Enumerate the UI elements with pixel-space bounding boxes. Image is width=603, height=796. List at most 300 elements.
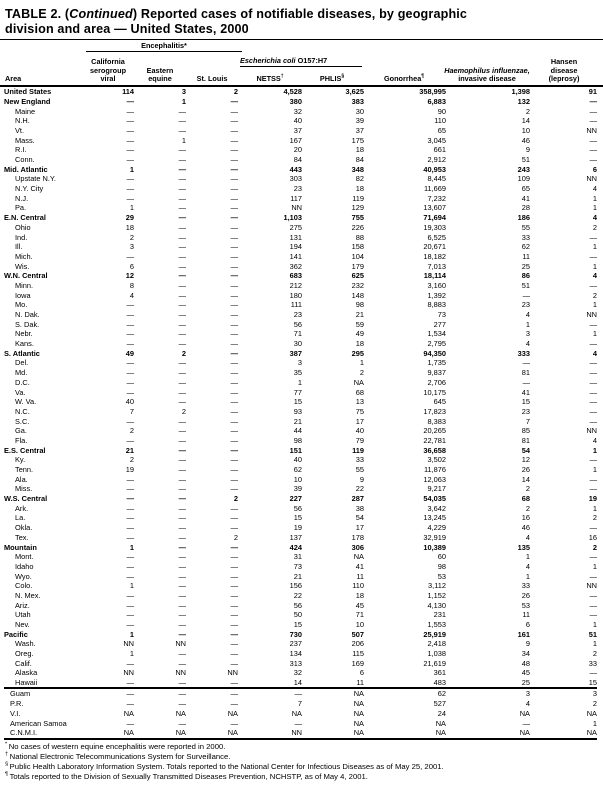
value-cell: — <box>589 116 597 126</box>
value-cell: — <box>522 358 530 368</box>
col-header-st-louis: St. Louis <box>196 73 228 83</box>
area-cell: Ark. <box>15 503 29 513</box>
area-cell: Okla. <box>15 523 33 533</box>
value-cell: — <box>126 718 134 728</box>
value-cell: 6 <box>359 668 364 678</box>
value-cell: 156 <box>289 581 302 591</box>
value-cell: 141 <box>289 251 302 261</box>
table-row <box>4 581 597 591</box>
value-cell: 227 <box>289 494 302 504</box>
value-cell: — <box>230 319 238 329</box>
value-cell: 17 <box>355 416 364 426</box>
value-cell: — <box>126 523 134 533</box>
value-cell: — <box>230 193 238 203</box>
value-cell: — <box>230 699 238 709</box>
value-cell: NA <box>353 708 364 718</box>
value-cell: — <box>230 503 238 513</box>
value-cell: — <box>230 174 238 184</box>
value-cell: — <box>126 484 134 494</box>
value-cell: — <box>126 300 134 310</box>
value-cell: 10,389 <box>423 542 446 552</box>
value-cell: 20 <box>293 145 302 155</box>
table-row <box>4 620 597 630</box>
value-cell: 443 <box>289 164 302 174</box>
area-cell: Mo. <box>15 300 28 310</box>
value-cell: — <box>126 571 134 581</box>
value-cell: — <box>589 377 597 387</box>
table-row <box>4 668 597 678</box>
value-cell: — <box>126 474 134 484</box>
value-cell: — <box>230 213 238 223</box>
value-cell: — <box>126 435 134 445</box>
table-row <box>4 174 597 184</box>
table-row <box>4 688 597 699</box>
value-cell: 287 <box>351 494 364 504</box>
value-cell: — <box>589 610 597 620</box>
value-cell: — <box>230 242 238 252</box>
value-cell: 49 <box>355 329 364 339</box>
value-cell: — <box>230 465 238 474</box>
value-cell: — <box>126 193 134 203</box>
value-cell: 39 <box>355 116 364 126</box>
value-cell: 111 <box>290 300 302 310</box>
value-cell: — <box>589 455 597 465</box>
area-cell: W.S. Central <box>4 494 48 504</box>
table-row <box>4 145 597 155</box>
value-cell: 1,553 <box>427 620 446 629</box>
value-cell: 10 <box>293 474 302 484</box>
value-cell: — <box>126 561 134 571</box>
value-cell: 2 <box>181 348 186 358</box>
table-row <box>4 699 597 709</box>
value-cell: 9,217 <box>427 484 446 494</box>
area-cell: V.I. <box>10 708 21 718</box>
value-cell: — <box>230 416 238 426</box>
value-cell: 2 <box>129 426 134 436</box>
table-row <box>4 465 597 475</box>
table-row <box>4 242 597 252</box>
table-row <box>4 87 597 97</box>
value-cell: 12 <box>521 455 530 465</box>
value-cell: 21 <box>355 310 364 319</box>
value-cell: 3,112 <box>428 581 446 591</box>
value-cell: 54,035 <box>423 494 446 504</box>
value-cell: — <box>126 503 134 513</box>
value-cell: 33 <box>355 455 364 465</box>
value-cell: 51 <box>521 155 530 164</box>
value-cell: 15 <box>588 677 597 687</box>
value-cell: — <box>178 339 186 349</box>
value-cell: 21 <box>293 571 302 581</box>
value-cell: 755 <box>351 213 364 223</box>
area-cell: N. Dak. <box>15 310 40 319</box>
value-cell: 194 <box>289 242 302 252</box>
table-row <box>4 135 597 145</box>
value-cell: 3 <box>446 688 530 699</box>
value-cell: 1,038 <box>427 649 446 659</box>
value-cell: 1 <box>592 242 597 252</box>
value-cell: 81 <box>521 368 530 378</box>
value-cell: NA <box>291 708 302 718</box>
col-group-encephalitis: Encephalitis* <box>86 42 242 52</box>
value-cell: 38 <box>355 503 364 513</box>
value-cell: — <box>178 465 186 474</box>
value-cell: 1 <box>359 358 364 368</box>
value-cell: 82 <box>355 174 364 184</box>
value-cell: — <box>589 387 597 397</box>
value-cell: — <box>178 658 186 668</box>
table-row <box>4 126 597 136</box>
table-row <box>4 504 597 514</box>
value-cell: 55 <box>355 465 364 474</box>
value-cell: 129 <box>351 203 364 213</box>
value-cell: — <box>238 688 302 699</box>
value-cell: 730 <box>289 629 302 639</box>
value-cell: — <box>589 339 597 349</box>
value-cell: 77 <box>293 387 302 397</box>
value-cell: 68 <box>521 494 530 504</box>
value-cell: — <box>178 387 186 397</box>
value-cell: 7 <box>297 699 302 709</box>
col-header-haemophilus: Haemophilus influenzae, invasive disease <box>444 65 530 83</box>
value-cell: — <box>230 106 238 116</box>
value-cell: — <box>178 590 186 600</box>
area-cell: Wis. <box>15 261 30 271</box>
value-cell: 75 <box>355 406 364 416</box>
value-cell: — <box>126 590 134 600</box>
table-row <box>4 213 597 223</box>
area-cell: Tenn. <box>15 465 34 474</box>
value-cell: 119 <box>352 445 364 455</box>
value-cell: 2 <box>359 368 364 378</box>
value-cell: 7,013 <box>427 261 446 271</box>
value-cell: 98 <box>293 435 302 445</box>
value-cell: 2,912 <box>427 155 446 164</box>
value-cell: 15 <box>293 513 302 523</box>
value-cell: — <box>230 590 238 600</box>
value-cell: — <box>134 688 186 699</box>
value-cell: — <box>126 329 134 339</box>
value-cell: NA <box>435 718 446 728</box>
table-row <box>4 630 597 640</box>
value-cell: — <box>589 571 597 581</box>
value-cell: 131 <box>289 232 302 242</box>
value-cell: — <box>589 600 597 610</box>
table-row <box>4 261 597 271</box>
value-cell: — <box>230 300 238 310</box>
value-cell: 132 <box>517 96 530 106</box>
value-cell: NN <box>586 581 597 591</box>
value-cell: 71 <box>355 610 364 620</box>
area-cell: D.C. <box>15 377 30 387</box>
value-cell: 137 <box>289 532 302 542</box>
table-row <box>4 678 597 689</box>
area-cell: Hawaii <box>15 677 38 687</box>
value-cell: 186 <box>517 213 530 223</box>
value-cell: — <box>178 474 186 484</box>
value-cell: 2 <box>129 455 134 465</box>
value-cell: — <box>230 426 238 436</box>
value-cell: — <box>230 387 238 397</box>
value-cell: 3 <box>530 688 597 699</box>
value-cell: — <box>126 387 134 397</box>
value-cell: 1 <box>592 561 597 571</box>
value-cell: — <box>230 377 238 387</box>
area-cell: Ohio <box>15 222 31 232</box>
area-cell: Ala. <box>15 474 28 484</box>
value-cell: — <box>178 222 186 232</box>
value-cell: 1 <box>129 629 134 639</box>
value-cell: NN <box>586 174 597 184</box>
value-cell: 1 <box>525 571 530 581</box>
value-cell: 295 <box>351 348 364 358</box>
area-cell: Mont. <box>15 552 34 562</box>
value-cell: — <box>178 610 186 620</box>
value-cell: 8,445 <box>427 174 446 184</box>
area-cell: Md. <box>15 368 28 378</box>
value-cell: 35 <box>293 368 302 378</box>
area-cell: Oreg. <box>15 649 34 659</box>
area-cell: S. Dak. <box>15 319 40 329</box>
value-cell: 2,795 <box>427 339 446 349</box>
value-cell: 645 <box>433 397 446 407</box>
value-cell: — <box>230 290 238 300</box>
value-cell: — <box>126 174 134 184</box>
value-cell: 14 <box>521 116 530 126</box>
value-cell: 4 <box>592 348 597 358</box>
value-cell: — <box>178 581 186 591</box>
value-cell: 25 <box>521 677 530 687</box>
value-cell: — <box>230 718 238 728</box>
value-cell: — <box>230 474 238 484</box>
table-row <box>4 562 597 572</box>
value-cell: 2 <box>129 232 134 242</box>
value-cell: — <box>178 523 186 533</box>
value-cell: 1 <box>129 203 134 213</box>
value-cell: 1 <box>525 552 530 562</box>
value-cell: 180 <box>289 290 302 300</box>
value-cell: 362 <box>289 261 302 271</box>
value-cell: — <box>230 348 238 358</box>
value-cell: — <box>230 232 238 242</box>
value-cell: 11,876 <box>423 465 446 474</box>
table-row <box>4 445 597 455</box>
value-cell: 6 <box>592 164 597 174</box>
value-cell: 1 <box>592 300 597 310</box>
value-cell: 237 <box>289 639 302 649</box>
area-cell: United States <box>4 87 52 97</box>
value-cell: 60 <box>437 552 446 562</box>
area-cell: Va. <box>15 387 26 397</box>
value-cell: 4 <box>592 184 597 194</box>
value-cell: 1 <box>181 135 186 145</box>
value-cell: 2 <box>525 484 530 494</box>
title-line-1: TABLE 2. (Continued) Reported cases of notifiable diseases, by geographic <box>5 7 468 21</box>
value-cell: — <box>178 184 186 194</box>
value-cell: 18 <box>355 184 364 194</box>
value-cell: — <box>589 484 597 494</box>
value-cell: 94,350 <box>423 348 446 358</box>
table-row <box>4 349 597 359</box>
value-cell: — <box>126 135 134 145</box>
value-cell: NN <box>586 125 597 135</box>
area-cell: Mass. <box>15 135 35 145</box>
area-cell: La. <box>15 513 26 523</box>
value-cell: NA <box>175 708 186 718</box>
value-cell: 71,694 <box>423 213 446 223</box>
value-cell: 21 <box>125 445 134 455</box>
value-cell: — <box>589 358 597 368</box>
value-cell: — <box>522 718 530 728</box>
value-cell: 19 <box>588 494 597 504</box>
value-cell: — <box>178 368 186 378</box>
value-cell: 387 <box>289 348 302 358</box>
value-cell: — <box>178 358 186 368</box>
value-cell: — <box>230 339 238 349</box>
value-cell: 33 <box>521 232 530 242</box>
value-cell: 37 <box>355 125 364 135</box>
value-cell: 26 <box>521 465 530 474</box>
value-cell: — <box>178 718 186 728</box>
value-cell: — <box>589 368 597 378</box>
value-cell: 148 <box>351 290 364 300</box>
value-cell: — <box>589 319 597 329</box>
table-row <box>4 358 597 368</box>
area-cell: Mich. <box>15 251 33 261</box>
value-cell: 79 <box>355 435 364 445</box>
value-cell: — <box>126 96 134 106</box>
value-cell: — <box>230 358 238 368</box>
value-cell: 39 <box>293 484 302 494</box>
area-cell: Idaho <box>15 561 34 571</box>
value-cell: 6,525 <box>427 232 446 242</box>
value-cell: 1 <box>129 581 134 591</box>
value-cell: — <box>230 135 238 145</box>
value-cell: — <box>230 261 238 271</box>
value-cell: NA <box>123 708 134 718</box>
value-cell: — <box>589 590 597 600</box>
footnote: § Public Health Laboratory Information System. Totals reported to the National Center for Infectious Diseases as of May 25, 2001. <box>5 761 444 771</box>
value-cell: — <box>589 145 597 155</box>
value-cell: 2 <box>233 494 238 504</box>
value-cell: — <box>230 164 238 174</box>
value-cell: — <box>178 484 186 494</box>
value-cell: 303 <box>289 174 302 184</box>
value-cell: 59 <box>355 319 364 329</box>
footnote: * No cases of western equine encephalitis were reported in 2000. <box>5 740 226 751</box>
value-cell: — <box>589 668 597 678</box>
value-cell: 2 <box>181 406 186 416</box>
area-cell: Ga. <box>15 426 27 436</box>
value-cell: — <box>230 203 238 213</box>
area-cell: P.R. <box>10 699 24 709</box>
value-cell: — <box>126 377 134 387</box>
value-cell: — <box>230 445 238 455</box>
value-cell: 36,658 <box>423 445 446 455</box>
value-cell: 117 <box>290 193 302 203</box>
value-cell: 13,607 <box>423 203 446 213</box>
value-cell: — <box>178 155 186 164</box>
value-cell: 231 <box>433 610 446 620</box>
table-row <box>4 97 597 107</box>
value-cell: 361 <box>433 668 446 678</box>
table-row <box>4 194 597 204</box>
data-table <box>4 87 597 740</box>
value-cell: — <box>178 193 186 203</box>
table-row <box>4 475 597 485</box>
value-cell: 46 <box>521 523 530 533</box>
area-cell: Iowa <box>15 290 31 300</box>
value-cell: — <box>178 242 186 252</box>
value-cell: 21 <box>293 416 302 426</box>
value-cell: 20,671 <box>423 242 446 252</box>
table-row <box>4 368 597 378</box>
value-cell: 55 <box>521 222 530 232</box>
value-cell: 134 <box>289 649 302 659</box>
value-cell: — <box>178 571 186 581</box>
value-cell: 1 <box>297 377 302 387</box>
area-cell: Minn. <box>15 280 34 290</box>
value-cell: 2 <box>592 649 597 659</box>
value-cell: 277 <box>433 319 446 329</box>
value-cell: — <box>126 184 134 194</box>
value-cell: 6 <box>129 261 134 271</box>
value-cell: — <box>589 232 597 242</box>
table-row <box>4 407 597 417</box>
value-cell: — <box>126 494 134 504</box>
value-cell: — <box>589 106 597 116</box>
area-cell: N.C. <box>15 406 30 416</box>
table-row <box>4 436 597 446</box>
value-cell: — <box>230 581 238 591</box>
area-cell: Ind. <box>15 232 28 242</box>
value-cell: 40 <box>293 116 302 126</box>
value-cell: — <box>186 688 238 699</box>
value-cell: NN <box>586 310 597 319</box>
value-cell: — <box>126 699 134 709</box>
value-cell: 7 <box>129 406 134 416</box>
area-cell: N. Mex. <box>15 590 41 600</box>
value-cell: 51 <box>521 280 530 290</box>
value-cell: — <box>178 445 186 455</box>
value-cell: NN <box>238 728 302 739</box>
value-cell: — <box>178 494 186 504</box>
value-cell: — <box>126 416 134 426</box>
value-cell: — <box>126 532 134 542</box>
value-cell: 44 <box>293 426 302 436</box>
value-cell: 1,103 <box>283 213 302 223</box>
value-cell: — <box>178 116 186 126</box>
value-cell: 11 <box>356 571 364 581</box>
value-cell: 45 <box>521 668 530 678</box>
area-cell: Tex. <box>15 532 29 542</box>
value-cell: 23 <box>521 406 530 416</box>
value-cell: — <box>126 600 134 610</box>
value-cell: NN <box>175 668 186 678</box>
table-row <box>4 106 597 116</box>
table-row <box>4 709 597 719</box>
table-row <box>4 271 597 281</box>
table-row <box>4 155 597 165</box>
area-cell: S. Atlantic <box>4 348 40 358</box>
value-cell: 110 <box>352 581 364 591</box>
value-cell: 383 <box>351 96 364 106</box>
area-cell: Conn. <box>15 155 35 164</box>
value-cell: 114 <box>122 87 134 97</box>
value-cell: 1 <box>129 164 134 174</box>
value-cell: 11 <box>356 677 364 687</box>
col-header-hansen: Hansen disease (leprosy) <box>548 57 580 83</box>
